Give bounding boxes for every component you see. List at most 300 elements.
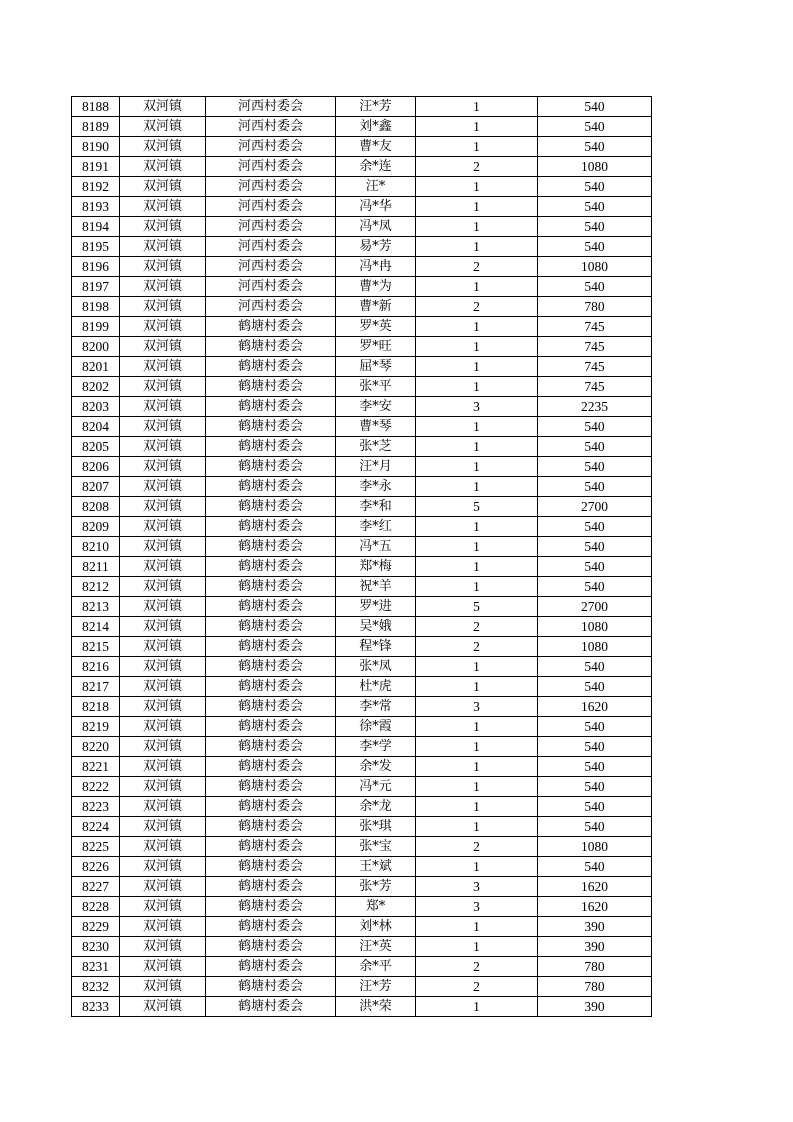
village-committee-cell: 鹤塘村委会 (206, 837, 336, 857)
town-cell: 双河镇 (120, 577, 206, 597)
count-cell: 2 (416, 297, 538, 317)
name-cell: 徐*霞 (336, 717, 416, 737)
table-row (72, 997, 652, 1017)
row-number-cell: 8205 (72, 437, 120, 457)
row-number-cell: 8231 (72, 957, 120, 977)
row-number-cell: 8196 (72, 257, 120, 277)
row-number-cell: 8191 (72, 157, 120, 177)
town-cell: 双河镇 (120, 277, 206, 297)
village-committee-cell: 鹤塘村委会 (206, 817, 336, 837)
count-cell: 1 (416, 477, 538, 497)
village-committee-cell: 河西村委会 (206, 277, 336, 297)
amount-cell: 540 (538, 777, 652, 797)
name-cell: 易*芳 (336, 237, 416, 257)
name-cell: 曹*琴 (336, 417, 416, 437)
count-cell: 2 (416, 617, 538, 637)
amount-cell: 540 (538, 177, 652, 197)
town-cell: 双河镇 (120, 877, 206, 897)
row-number-cell: 8204 (72, 417, 120, 437)
row-number-cell: 8199 (72, 317, 120, 337)
name-cell: 罗*旺 (336, 337, 416, 357)
amount-cell: 780 (538, 297, 652, 317)
amount-cell: 745 (538, 337, 652, 357)
name-cell: 刘*林 (336, 917, 416, 937)
table-row (72, 977, 652, 997)
row-number-cell: 8226 (72, 857, 120, 877)
count-cell: 2 (416, 837, 538, 857)
count-cell: 1 (416, 757, 538, 777)
count-cell: 1 (416, 677, 538, 697)
amount-cell: 540 (538, 757, 652, 777)
count-cell: 1 (416, 457, 538, 477)
town-cell: 双河镇 (120, 797, 206, 817)
count-cell: 2 (416, 957, 538, 977)
town-cell: 双河镇 (120, 457, 206, 477)
name-cell: 汪*月 (336, 457, 416, 477)
name-cell: 杜*虎 (336, 677, 416, 697)
count-cell: 1 (416, 357, 538, 377)
row-number-cell: 8206 (72, 457, 120, 477)
count-cell: 3 (416, 697, 538, 717)
count-cell: 1 (416, 517, 538, 537)
row-number-cell: 8202 (72, 377, 120, 397)
amount-cell: 1080 (538, 637, 652, 657)
name-cell: 张*芝 (336, 437, 416, 457)
row-number-cell: 8224 (72, 817, 120, 837)
village-committee-cell: 鹤塘村委会 (206, 697, 336, 717)
row-number-cell: 8218 (72, 697, 120, 717)
table-row (72, 677, 652, 697)
village-committee-cell: 鹤塘村委会 (206, 457, 336, 477)
village-committee-cell: 鹤塘村委会 (206, 597, 336, 617)
count-cell: 1 (416, 557, 538, 577)
count-cell: 1 (416, 437, 538, 457)
village-committee-cell: 鹤塘村委会 (206, 897, 336, 917)
count-cell: 1 (416, 737, 538, 757)
amount-cell: 540 (538, 537, 652, 557)
town-cell: 双河镇 (120, 477, 206, 497)
table-row (72, 757, 652, 777)
row-number-cell: 8225 (72, 837, 120, 857)
amount-cell: 2700 (538, 597, 652, 617)
town-cell: 双河镇 (120, 157, 206, 177)
count-cell: 1 (416, 937, 538, 957)
name-cell: 张*凤 (336, 657, 416, 677)
row-number-cell: 8229 (72, 917, 120, 937)
name-cell: 汪*芳 (336, 977, 416, 997)
table-row (72, 597, 652, 617)
amount-cell: 390 (538, 997, 652, 1017)
count-cell: 2 (416, 157, 538, 177)
name-cell: 冯*冉 (336, 257, 416, 277)
table-row (72, 337, 652, 357)
table-row (72, 717, 652, 737)
row-number-cell: 8209 (72, 517, 120, 537)
table-row (72, 797, 652, 817)
town-cell: 双河镇 (120, 617, 206, 637)
village-committee-cell: 河西村委会 (206, 117, 336, 137)
village-committee-cell: 鹤塘村委会 (206, 637, 336, 657)
table-row (72, 817, 652, 837)
table-row (72, 237, 652, 257)
name-cell: 张*平 (336, 377, 416, 397)
amount-cell: 540 (538, 457, 652, 477)
town-cell: 双河镇 (120, 497, 206, 517)
village-committee-cell: 河西村委会 (206, 137, 336, 157)
row-number-cell: 8198 (72, 297, 120, 317)
count-cell: 1 (416, 377, 538, 397)
name-cell: 余*龙 (336, 797, 416, 817)
table-row (72, 837, 652, 857)
name-cell: 李*永 (336, 477, 416, 497)
village-committee-cell: 鹤塘村委会 (206, 977, 336, 997)
row-number-cell: 8201 (72, 357, 120, 377)
name-cell: 汪*芳 (336, 97, 416, 117)
row-number-cell: 8200 (72, 337, 120, 357)
count-cell: 1 (416, 137, 538, 157)
village-committee-cell: 鹤塘村委会 (206, 317, 336, 337)
table-row (72, 157, 652, 177)
amount-cell: 1080 (538, 837, 652, 857)
town-cell: 双河镇 (120, 837, 206, 857)
amount-cell: 540 (538, 857, 652, 877)
table-row (72, 177, 652, 197)
village-committee-cell: 鹤塘村委会 (206, 577, 336, 597)
town-cell: 双河镇 (120, 337, 206, 357)
amount-cell: 540 (538, 117, 652, 137)
name-cell: 程*锋 (336, 637, 416, 657)
row-number-cell: 8212 (72, 577, 120, 597)
name-cell: 罗*进 (336, 597, 416, 617)
amount-cell: 540 (538, 657, 652, 677)
row-number-cell: 8203 (72, 397, 120, 417)
amount-cell: 1620 (538, 897, 652, 917)
town-cell: 双河镇 (120, 857, 206, 877)
village-committee-cell: 鹤塘村委会 (206, 397, 336, 417)
village-committee-cell: 鹤塘村委会 (206, 757, 336, 777)
row-number-cell: 8189 (72, 117, 120, 137)
village-committee-cell: 鹤塘村委会 (206, 377, 336, 397)
table-row (72, 877, 652, 897)
town-cell: 双河镇 (120, 637, 206, 657)
name-cell: 曹*为 (336, 277, 416, 297)
table-row (72, 397, 652, 417)
name-cell: 冯*凤 (336, 217, 416, 237)
town-cell: 双河镇 (120, 297, 206, 317)
table-row (72, 457, 652, 477)
name-cell: 冯*元 (336, 777, 416, 797)
count-cell: 1 (416, 337, 538, 357)
amount-cell: 1620 (538, 877, 652, 897)
name-cell: 郑*梅 (336, 557, 416, 577)
town-cell: 双河镇 (120, 777, 206, 797)
amount-cell: 540 (538, 277, 652, 297)
town-cell: 双河镇 (120, 997, 206, 1017)
amount-cell: 2700 (538, 497, 652, 517)
amount-cell: 390 (538, 937, 652, 957)
town-cell: 双河镇 (120, 897, 206, 917)
row-number-cell: 8228 (72, 897, 120, 917)
amount-cell: 1080 (538, 617, 652, 637)
amount-cell: 540 (538, 437, 652, 457)
village-committee-cell: 鹤塘村委会 (206, 677, 336, 697)
row-number-cell: 8233 (72, 997, 120, 1017)
amount-cell: 540 (538, 517, 652, 537)
name-cell: 余*发 (336, 757, 416, 777)
village-committee-cell: 鹤塘村委会 (206, 777, 336, 797)
row-number-cell: 8214 (72, 617, 120, 637)
town-cell: 双河镇 (120, 177, 206, 197)
table-row (72, 477, 652, 497)
town-cell: 双河镇 (120, 697, 206, 717)
count-cell: 1 (416, 577, 538, 597)
town-cell: 双河镇 (120, 397, 206, 417)
amount-cell: 745 (538, 317, 652, 337)
amount-cell: 540 (538, 237, 652, 257)
town-cell: 双河镇 (120, 517, 206, 537)
table-row (72, 777, 652, 797)
village-committee-cell: 鹤塘村委会 (206, 657, 336, 677)
count-cell: 2 (416, 637, 538, 657)
amount-cell: 540 (538, 577, 652, 597)
table-row (72, 297, 652, 317)
row-number-cell: 8227 (72, 877, 120, 897)
village-committee-cell: 河西村委会 (206, 257, 336, 277)
town-cell: 双河镇 (120, 677, 206, 697)
name-cell: 屈*琴 (336, 357, 416, 377)
count-cell: 1 (416, 277, 538, 297)
village-committee-cell: 鹤塘村委会 (206, 957, 336, 977)
row-number-cell: 8213 (72, 597, 120, 617)
town-cell: 双河镇 (120, 597, 206, 617)
amount-cell: 780 (538, 957, 652, 977)
count-cell: 1 (416, 197, 538, 217)
count-cell: 1 (416, 217, 538, 237)
row-number-cell: 8193 (72, 197, 120, 217)
count-cell: 1 (416, 797, 538, 817)
village-committee-cell: 鹤塘村委会 (206, 717, 336, 737)
village-committee-cell: 鹤塘村委会 (206, 497, 336, 517)
row-number-cell: 8194 (72, 217, 120, 237)
town-cell: 双河镇 (120, 197, 206, 217)
table-row (72, 217, 652, 237)
table-row (72, 417, 652, 437)
name-cell: 曹*新 (336, 297, 416, 317)
row-number-cell: 8210 (72, 537, 120, 557)
name-cell: 洪*荣 (336, 997, 416, 1017)
town-cell: 双河镇 (120, 237, 206, 257)
amount-cell: 780 (538, 977, 652, 997)
count-cell: 1 (416, 537, 538, 557)
village-committee-cell: 鹤塘村委会 (206, 557, 336, 577)
town-cell: 双河镇 (120, 937, 206, 957)
name-cell: 罗*英 (336, 317, 416, 337)
amount-cell: 540 (538, 417, 652, 437)
count-cell: 1 (416, 97, 538, 117)
table-row (72, 277, 652, 297)
amount-cell: 540 (538, 477, 652, 497)
table-row (72, 437, 652, 457)
village-committee-cell: 鹤塘村委会 (206, 357, 336, 377)
name-cell: 刘*鑫 (336, 117, 416, 137)
row-number-cell: 8188 (72, 97, 120, 117)
name-cell: 张*芳 (336, 877, 416, 897)
town-cell: 双河镇 (120, 357, 206, 377)
row-number-cell: 8208 (72, 497, 120, 517)
table-row (72, 537, 652, 557)
count-cell: 5 (416, 597, 538, 617)
amount-cell: 540 (538, 97, 652, 117)
count-cell: 1 (416, 817, 538, 837)
town-cell: 双河镇 (120, 717, 206, 737)
row-number-cell: 8223 (72, 797, 120, 817)
name-cell: 余*连 (336, 157, 416, 177)
name-cell: 李*常 (336, 697, 416, 717)
row-number-cell: 8190 (72, 137, 120, 157)
table-row (72, 117, 652, 137)
amount-cell: 540 (538, 677, 652, 697)
count-cell: 1 (416, 117, 538, 137)
amount-cell: 540 (538, 797, 652, 817)
village-committee-cell: 鹤塘村委会 (206, 417, 336, 437)
amount-cell: 540 (538, 817, 652, 837)
village-committee-cell: 河西村委会 (206, 297, 336, 317)
name-cell: 张*宝 (336, 837, 416, 857)
data-table (71, 96, 652, 1017)
table-body (72, 97, 652, 1017)
village-committee-cell: 鹤塘村委会 (206, 437, 336, 457)
amount-cell: 540 (538, 197, 652, 217)
table-row (72, 97, 652, 117)
town-cell: 双河镇 (120, 317, 206, 337)
town-cell: 双河镇 (120, 97, 206, 117)
town-cell: 双河镇 (120, 257, 206, 277)
village-committee-cell: 鹤塘村委会 (206, 337, 336, 357)
town-cell: 双河镇 (120, 817, 206, 837)
town-cell: 双河镇 (120, 657, 206, 677)
count-cell: 2 (416, 257, 538, 277)
village-committee-cell: 河西村委会 (206, 97, 336, 117)
village-committee-cell: 鹤塘村委会 (206, 617, 336, 637)
town-cell: 双河镇 (120, 977, 206, 997)
count-cell: 1 (416, 997, 538, 1017)
town-cell: 双河镇 (120, 557, 206, 577)
row-number-cell: 8207 (72, 477, 120, 497)
village-committee-cell: 河西村委会 (206, 217, 336, 237)
table-row (72, 917, 652, 937)
count-cell: 1 (416, 777, 538, 797)
name-cell: 汪*英 (336, 937, 416, 957)
town-cell: 双河镇 (120, 917, 206, 937)
count-cell: 3 (416, 397, 538, 417)
table-row (72, 517, 652, 537)
town-cell: 双河镇 (120, 537, 206, 557)
village-committee-cell: 鹤塘村委会 (206, 877, 336, 897)
amount-cell: 1080 (538, 157, 652, 177)
name-cell: 张*琪 (336, 817, 416, 837)
row-number-cell: 8219 (72, 717, 120, 737)
table-row (72, 137, 652, 157)
amount-cell: 540 (538, 217, 652, 237)
town-cell: 双河镇 (120, 757, 206, 777)
row-number-cell: 8232 (72, 977, 120, 997)
count-cell: 2 (416, 977, 538, 997)
count-cell: 1 (416, 857, 538, 877)
table-row (72, 617, 652, 637)
count-cell: 1 (416, 917, 538, 937)
town-cell: 双河镇 (120, 137, 206, 157)
name-cell: 冯*五 (336, 537, 416, 557)
table-row (72, 317, 652, 337)
name-cell: 冯*华 (336, 197, 416, 217)
amount-cell: 540 (538, 557, 652, 577)
count-cell: 3 (416, 897, 538, 917)
table-row (72, 577, 652, 597)
count-cell: 1 (416, 177, 538, 197)
village-committee-cell: 鹤塘村委会 (206, 537, 336, 557)
town-cell: 双河镇 (120, 377, 206, 397)
amount-cell: 1620 (538, 697, 652, 717)
amount-cell: 2235 (538, 397, 652, 417)
village-committee-cell: 河西村委会 (206, 237, 336, 257)
town-cell: 双河镇 (120, 217, 206, 237)
village-committee-cell: 鹤塘村委会 (206, 477, 336, 497)
name-cell: 李*学 (336, 737, 416, 757)
row-number-cell: 8230 (72, 937, 120, 957)
table-row (72, 357, 652, 377)
village-committee-cell: 鹤塘村委会 (206, 997, 336, 1017)
table-row (72, 657, 652, 677)
town-cell: 双河镇 (120, 737, 206, 757)
count-cell: 5 (416, 497, 538, 517)
row-number-cell: 8195 (72, 237, 120, 257)
count-cell: 1 (416, 317, 538, 337)
amount-cell: 745 (538, 377, 652, 397)
count-cell: 1 (416, 717, 538, 737)
name-cell: 余*平 (336, 957, 416, 977)
amount-cell: 745 (538, 357, 652, 377)
row-number-cell: 8221 (72, 757, 120, 777)
table-row (72, 897, 652, 917)
name-cell: 李*红 (336, 517, 416, 537)
amount-cell: 1080 (538, 257, 652, 277)
row-number-cell: 8220 (72, 737, 120, 757)
town-cell: 双河镇 (120, 117, 206, 137)
village-committee-cell: 鹤塘村委会 (206, 937, 336, 957)
row-number-cell: 8216 (72, 657, 120, 677)
table-row (72, 957, 652, 977)
village-committee-cell: 鹤塘村委会 (206, 797, 336, 817)
village-committee-cell: 鹤塘村委会 (206, 857, 336, 877)
name-cell: 李*安 (336, 397, 416, 417)
village-committee-cell: 鹤塘村委会 (206, 737, 336, 757)
table-row (72, 857, 652, 877)
name-cell: 祝*羊 (336, 577, 416, 597)
table-row (72, 637, 652, 657)
row-number-cell: 8215 (72, 637, 120, 657)
count-cell: 1 (416, 417, 538, 437)
amount-cell: 390 (538, 917, 652, 937)
town-cell: 双河镇 (120, 417, 206, 437)
row-number-cell: 8192 (72, 177, 120, 197)
name-cell: 汪* (336, 177, 416, 197)
name-cell: 曹*友 (336, 137, 416, 157)
row-number-cell: 8197 (72, 277, 120, 297)
count-cell: 1 (416, 237, 538, 257)
village-committee-cell: 河西村委会 (206, 177, 336, 197)
name-cell: 李*和 (336, 497, 416, 517)
count-cell: 1 (416, 657, 538, 677)
